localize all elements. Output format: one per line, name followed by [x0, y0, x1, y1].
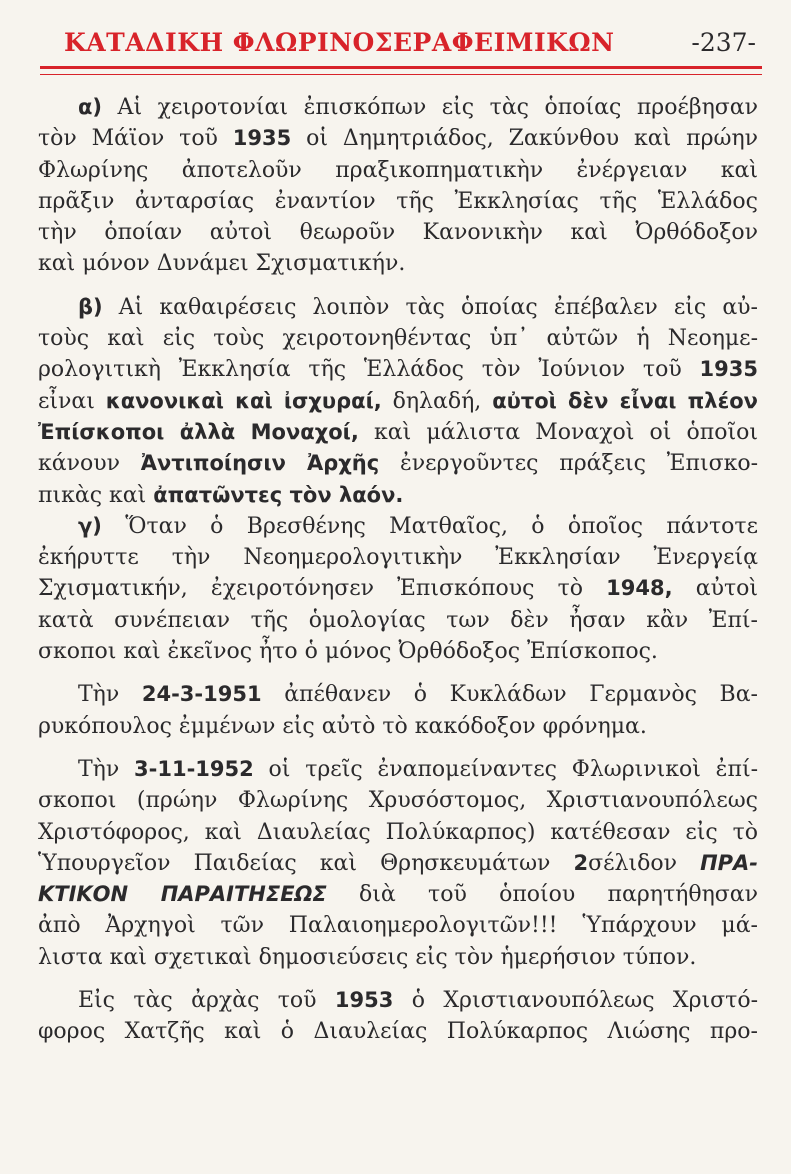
- text-span: οἱ τρεῖς ἐναπομείναντες Φλωρινικοὶ ἐπί-: [253, 756, 758, 782]
- text-span: δηλαδή,: [381, 388, 493, 414]
- text-line: ἐκήρυττε τὴν Νεοημερολογιτικὴν Ἐκκλησίαν Ἐνεργείᾳ: [38, 545, 758, 571]
- text-line: [38, 123, 758, 154]
- item-marker: β): [78, 294, 103, 319]
- text-span: Εἰς τὰς ἀρχὰς τοῦ: [78, 988, 335, 1014]
- text-span: τὸν Μάϊον τοῦ: [38, 126, 233, 152]
- text-line: [38, 417, 758, 448]
- text-line: πρᾶξιν ἀνταρσίας ἐναντίον τῆς Ἐκκλησίας τῆς Ἑλλάδος: [38, 188, 758, 214]
- text-line: [38, 386, 758, 417]
- bold-date: 3-11-1952: [134, 756, 254, 781]
- text-line: [38, 511, 758, 542]
- text-line: σκοποι (πρώην Φλωρίνης Χρυσόστομος, Χριστιανουπόλεως: [38, 788, 758, 814]
- text-line: [38, 448, 758, 479]
- running-title: ΚΑΤΑΔΙΚΗ ΦΛΩΡΙΝΟΣΕΡΑΦΕΙΜΙΚΩΝ: [64, 28, 615, 57]
- bold-year: 1935: [232, 126, 292, 151]
- bold-year: 1953: [334, 988, 394, 1013]
- bold-phrase: κανονικαὶ καὶ ἰσχυραί,: [105, 388, 382, 413]
- text-line: [38, 292, 758, 323]
- text-line: κατὰ συνέπειαν τῆς ὁμολογίας των δὲν ἦσαν κἂν Ἐπί-: [38, 607, 758, 633]
- text-line: [38, 480, 758, 511]
- text-span: κάνουν: [38, 451, 141, 477]
- text-line: [38, 754, 758, 785]
- text-span: Σχισματικήν, ἐχειροτόνησεν Ἐπισκόπους τὸ: [38, 576, 607, 602]
- text-span: Τὴν: [78, 682, 142, 708]
- bold-date: 24-3-1951: [141, 682, 262, 707]
- body-text: [38, 92, 758, 1048]
- bold-year: 1935: [699, 357, 758, 382]
- bold-phrase: Ἀντιποίησιν Ἀρχῆς: [140, 451, 380, 476]
- text-span: ρολογιτικὴ Ἐκκλησία τῆς Ἑλλάδος τὸν Ἰούνιον τοῦ: [38, 357, 700, 383]
- bold-italic-phrase: ΠΡΑ-: [700, 850, 759, 875]
- paragraph-b: [38, 292, 758, 511]
- bold-number: 2: [573, 850, 589, 875]
- item-marker: α): [78, 95, 103, 119]
- bold-year: 1948,: [606, 576, 673, 601]
- page-header: [40, 24, 760, 64]
- paragraph-a: [38, 92, 758, 280]
- text-line: φορος Χατζῆς καὶ ὁ Διαυλείας Πολύκαρπος Λιώσης προ-: [38, 1019, 758, 1045]
- text-line: [38, 573, 758, 604]
- paragraph-resignation: [38, 754, 758, 973]
- text-span: εἶναι: [38, 388, 106, 414]
- text-span: Ὑπουργεῖον Παιδείας καὶ Θρησκευμάτων: [38, 850, 574, 876]
- text-line: [38, 985, 758, 1016]
- bold-italic-phrase: ΚΤΙΚΟΝ ΠΑΡΑΙΤΗΣΕΩΣ: [38, 882, 327, 907]
- paragraph-c: [38, 511, 758, 667]
- bold-phrase: Ἐπίσκοποι ἀλλὰ Μοναχοί,: [38, 419, 359, 444]
- text-line: [38, 354, 758, 385]
- text-span: ὁ Χριστιανουπόλεως Χριστό-: [393, 988, 758, 1014]
- text-line: ρυκόπουλος ἐμμένων εἰς αὐτὸ τὸ κακόδοξον φρόνημα.: [38, 713, 647, 739]
- text-line: [38, 679, 758, 710]
- text-span: πικὰς καὶ: [38, 482, 154, 508]
- text-line: τοὺς καὶ εἰς τοὺς χειροτονηθέντας ὑπ᾽ αὐτῶν ἡ Νεοημε-: [38, 326, 758, 352]
- text-span: Αἱ καθαιρέσεις λοιπὸν τὰς ὁποίας ἐπέβαλεν εἰς αὐ-: [102, 294, 758, 320]
- text-span: διὰ τοῦ ὁποίου παρητήθησαν: [326, 882, 759, 908]
- text-span: ἀπέθανεν ὁ Κυκλάδων Γερμανὸς Βα-: [261, 682, 758, 708]
- text-span: Ὅταν ὁ Βρεσθένης Ματθαῖος, ὁ ὁποῖος πάντοτε: [101, 513, 758, 539]
- paragraph-gap: [38, 973, 758, 985]
- text-line: τὴν ὁποίαν αὐτοὶ θεωροῦν Κανονικὴν καὶ Ὀρθόδοξον: [38, 220, 758, 246]
- text-line: [38, 848, 758, 879]
- text-span: καὶ μάλιστα Μοναχοὶ οἱ ὁποῖοι: [358, 419, 758, 445]
- header-rule-thin: [40, 74, 762, 75]
- header-rule-thick: [40, 66, 762, 69]
- bold-phrase: ἀπατῶντες τὸν λαόν.: [153, 482, 404, 507]
- paragraph-1953: [38, 985, 758, 1048]
- text-span: οἱ Δημητριάδος, Ζακύνθου καὶ πρώην: [291, 126, 758, 152]
- text-span: ἐνεργοῦντες πράξεις Ἐπισκο-: [379, 451, 759, 477]
- text-line: Χριστόφορος, καὶ Διαυλείας Πολύκαρπος) κατέθεσαν εἰς τὸ: [38, 819, 758, 845]
- text-line: Φλωρίνης ἀποτελοῦν πραξικοπηματικὴν ἐνέργειαν καὶ: [38, 157, 758, 183]
- text-line: λιστα καὶ σχετικαὶ δημοσιεύσεις εἰς τὸν ἡμερήσιον τύπον.: [38, 944, 697, 970]
- text-span: Αἱ χειροτονίαι ἐπισκόπων εἰς τὰς ὁποίας προέβησαν: [102, 95, 758, 120]
- text-line: [38, 92, 758, 123]
- page-number: -237-: [691, 28, 756, 57]
- text-span: Τὴν: [78, 756, 135, 782]
- paragraph-gap: [38, 667, 758, 679]
- text-line: ἀπὸ Ἀρχηγοὶ τῶν Παλαιοημερολογιτῶν!!! Ὑπάρχουν μά-: [38, 913, 758, 939]
- bold-phrase: αὐτοὶ δὲν εἶναι πλέον: [492, 388, 758, 413]
- item-marker: γ): [78, 513, 102, 538]
- text-line: καὶ μόνον Δυνάμει Σχισματικήν.: [38, 251, 406, 277]
- text-span: αὐτοὶ: [672, 576, 759, 602]
- paragraph-gap: [38, 742, 758, 754]
- paragraph-death: [38, 679, 758, 742]
- text-span: σέλιδον: [588, 850, 701, 876]
- text-line: [38, 879, 758, 910]
- text-line: σκοποι καὶ ἐκεῖνος ἦτο ὁ μόνος Ὀρθόδοξος Ἐπίσκοπος.: [38, 639, 658, 665]
